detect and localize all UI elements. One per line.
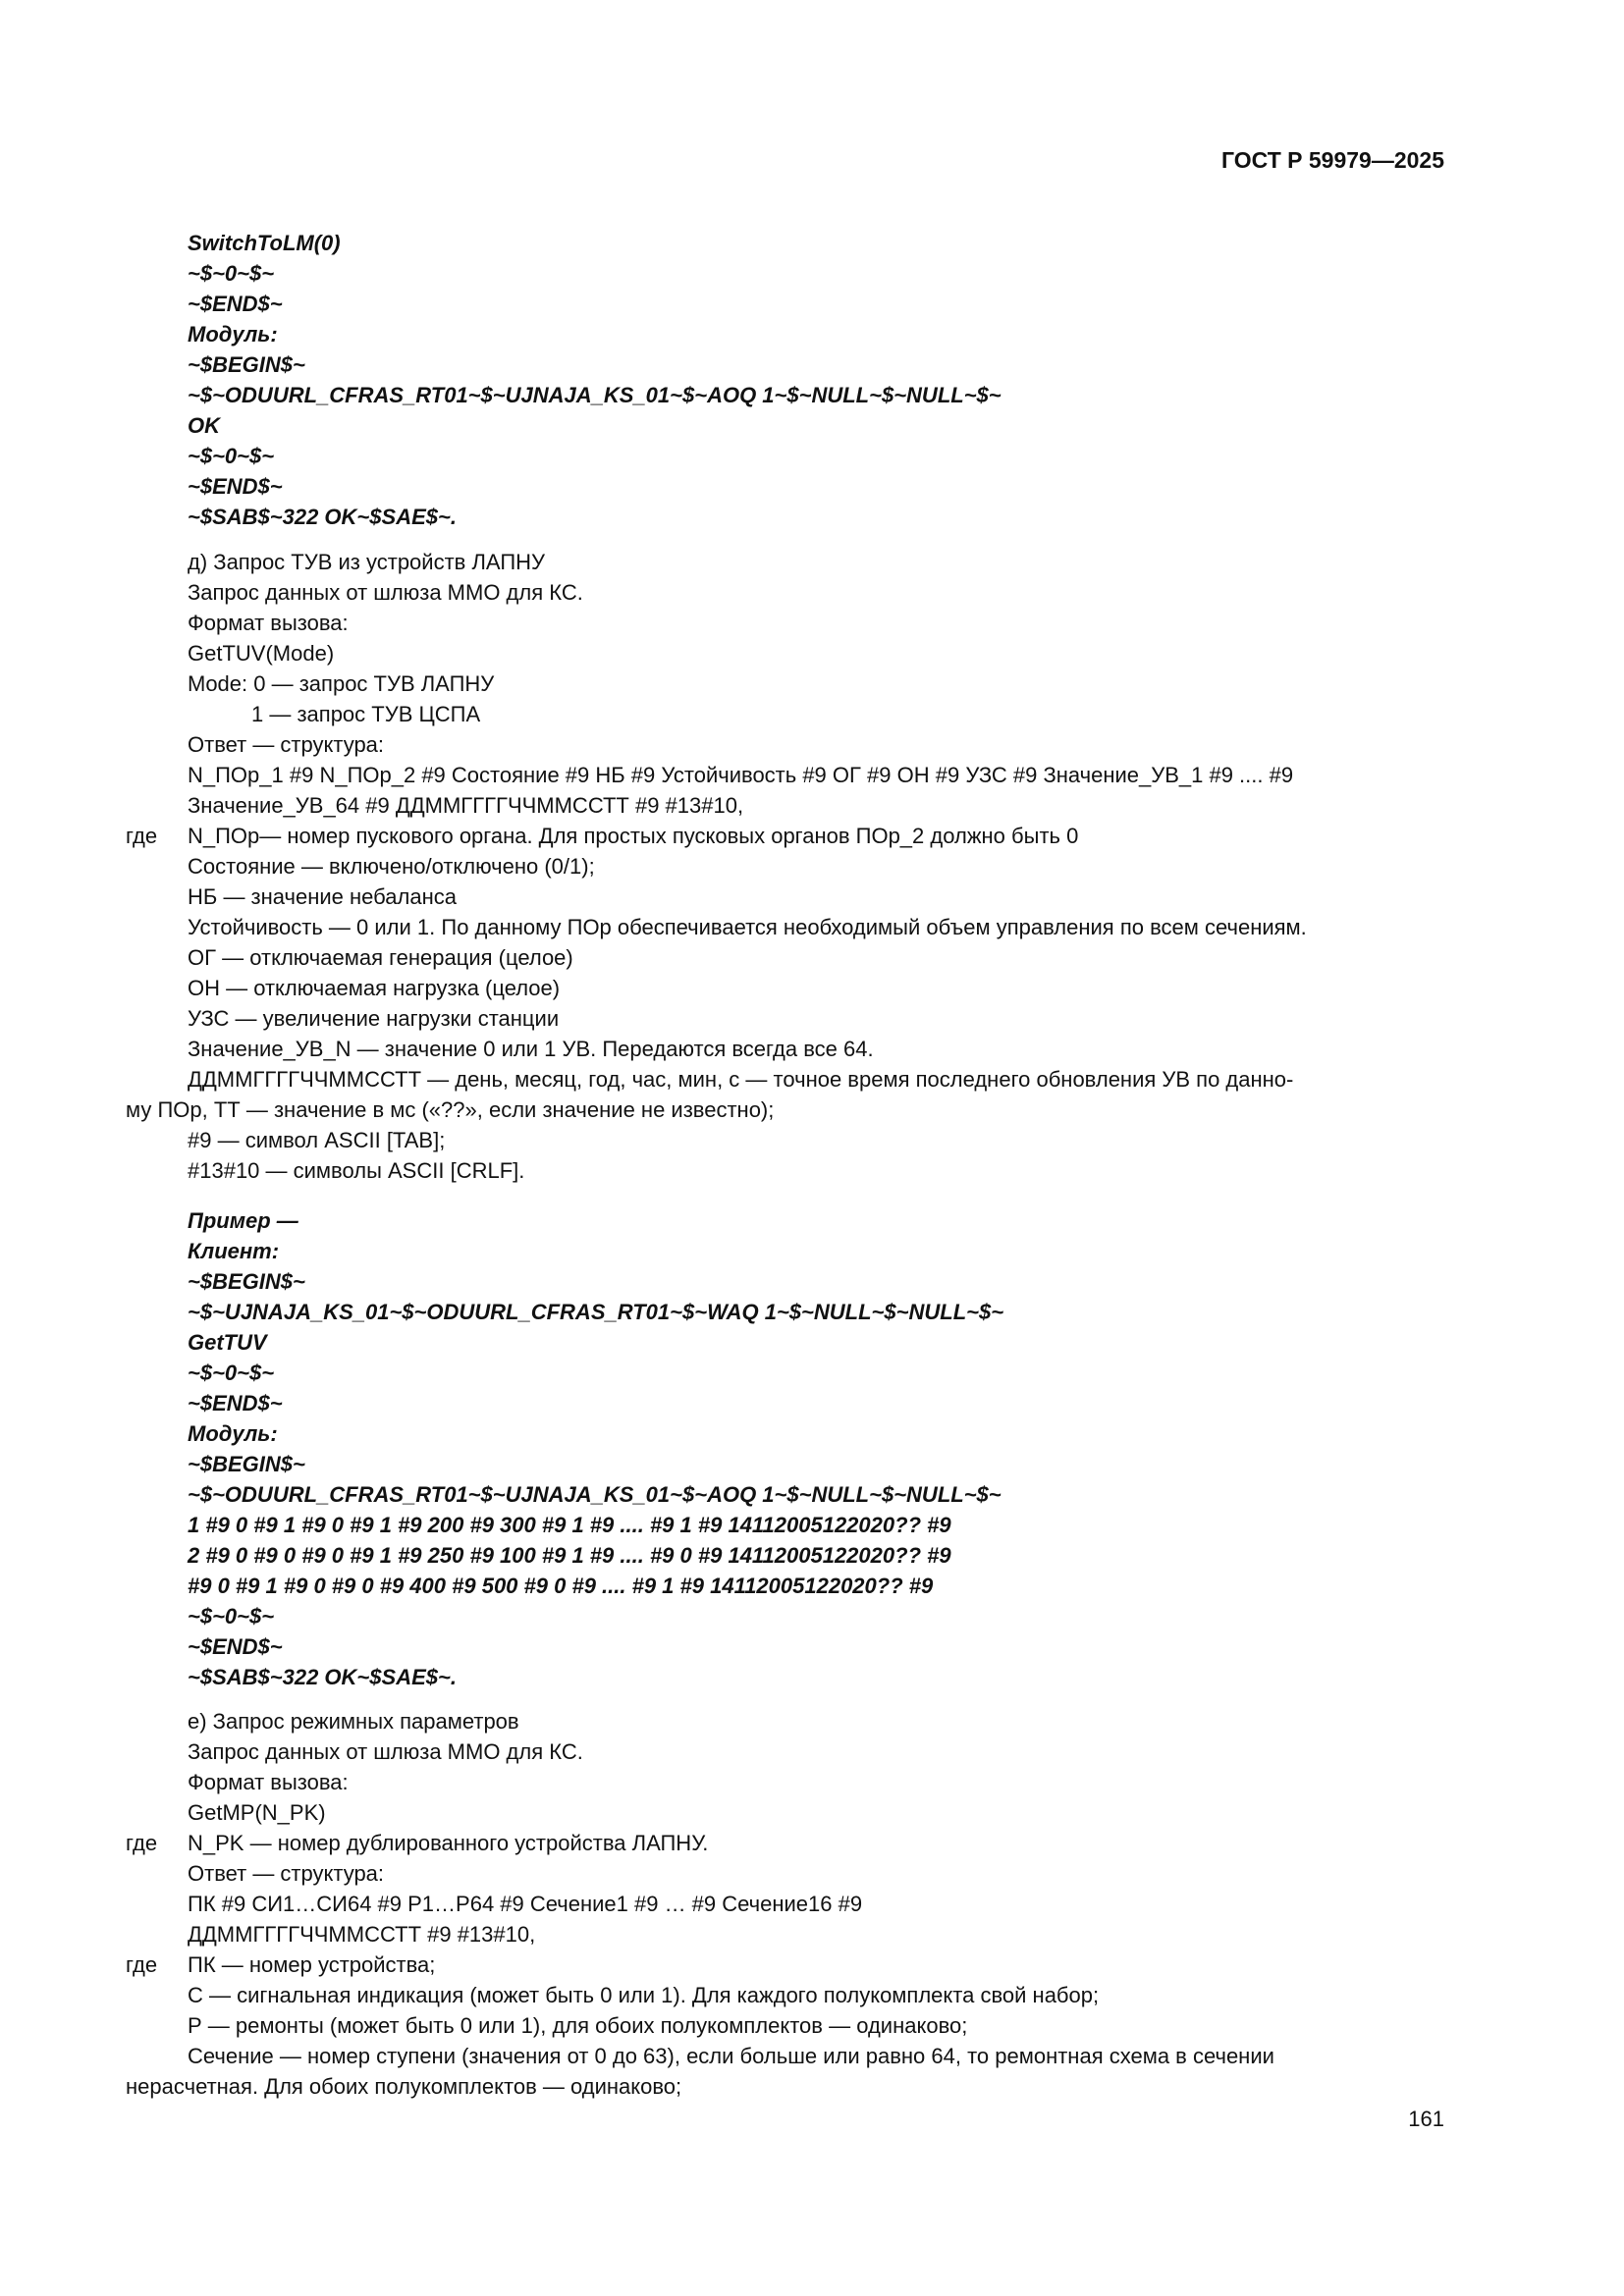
line-text: Ответ — структура: [188,732,385,757]
text-line [0,912,1624,942]
text-line [0,289,1624,319]
line-text: #13#10 — символы ASCII [CRLF]. [188,1158,525,1183]
line-text: GetTUV(Mode) [188,641,335,666]
line-text: OK [188,413,220,438]
text-line [0,1662,1624,1692]
text-line [0,1418,1624,1449]
line-text: Сечение — номер ступени (значения от 0 до 63), если больше или равно 64, то ремонтная схема в сечении [188,2044,1274,2068]
text-line [0,1980,1624,2010]
section-example-block-1 [0,228,1624,532]
text-line [0,1034,1624,1064]
text-line [0,1510,1624,1540]
text-line [0,1631,1624,1662]
text-line [0,608,1624,638]
line-text: N_ПОр_1 #9 N_ПОр_2 #9 Состояние #9 НБ #9 Устойчивость #9 ОГ #9 ОН #9 УЗС #9 Значение_УВ_1 #9 .... #9 [188,763,1294,787]
text-line [0,973,1624,1003]
text-line [0,349,1624,380]
text-line [0,821,1624,851]
line-text: С — сигнальная индикация (может быть 0 или 1). Для каждого полукомплекта свой набор; [188,1983,1100,2007]
text-line [0,729,1624,760]
text-line [0,502,1624,532]
line-text: SwitchToLM(0) [188,231,341,255]
line-text: ~$SAB$~322 OK~$SAE$~. [188,505,457,529]
line-text: ~$~0~$~ [188,1361,275,1385]
line-text: ~$~ODUURL_CFRAS_RT01~$~UJNAJA_KS_01~$~AOQ 1~$~NULL~$~NULL~$~ [188,1482,1001,1507]
line-text: #9 — символ ASCII [TAB]; [188,1128,446,1152]
line-text: Клиент: [188,1239,280,1263]
line-text: Модуль: [188,322,278,347]
text-line [0,1797,1624,1828]
margin-label: где [126,824,158,848]
text-line [0,441,1624,471]
line-text: Ответ — структура: [188,1861,385,1886]
text-line [0,319,1624,349]
line-text: ~$END$~ [188,292,283,316]
line-text: Устойчивость — 0 или 1. По данному ПОр обеспечивается необходимый объем управления по всем сечениям. [188,915,1307,939]
text-line [0,1095,1624,1125]
line-text: GetTUV [188,1330,267,1355]
line-text: ~$SAB$~322 OK~$SAE$~. [188,1665,457,1689]
line-text: ПК — номер устройства; [188,1952,436,1977]
text-line [0,699,1624,729]
text-line [0,1449,1624,1479]
line-text: д) Запрос ТУВ из устройств ЛАПНУ [188,550,545,574]
text-line [0,2041,1624,2071]
text-line [0,1327,1624,1358]
line-text: ПК #9 СИ1…СИ64 #9 Р1…Р64 #9 Сечение1 #9 … #9 Сечение16 #9 [188,1892,863,1916]
document-content [0,228,1624,2102]
text-line [0,1297,1624,1327]
text-line [0,851,1624,881]
line-text: #9 0 #9 1 #9 0 #9 0 #9 400 #9 500 #9 0 #9 .... #9 1 #9 14112005122020?? #9 [188,1574,934,1598]
line-text: ~$~0~$~ [188,444,275,468]
line-text: ~$END$~ [188,1391,283,1415]
text-line [0,1736,1624,1767]
line-text: Запрос данных от шлюза ММО для КС. [188,1739,583,1764]
line-text: Модуль: [188,1421,278,1446]
text-line [0,410,1624,441]
text-line [0,1949,1624,1980]
line-text: ~$~ODUURL_CFRAS_RT01~$~UJNAJA_KS_01~$~AOQ 1~$~NULL~$~NULL~$~ [188,383,1001,407]
text-line [0,1601,1624,1631]
text-line [0,1571,1624,1601]
line-text: Состояние — включено/отключено (0/1); [188,854,595,879]
margin-label: где [126,1952,158,1977]
text-line [0,1540,1624,1571]
text-line [0,1236,1624,1266]
text-line [0,258,1624,289]
text-line [0,760,1624,790]
text-line [0,1358,1624,1388]
line-text: Mode: 0 — запрос ТУВ ЛАПНУ [188,671,495,696]
text-line [0,1003,1624,1034]
line-text: ОН — отключаемая нагрузка (целое) [188,976,561,1000]
text-line [0,471,1624,502]
text-line [0,1767,1624,1797]
line-text: GetMP(N_PK) [188,1800,326,1825]
text-line [0,1706,1624,1736]
text-line [0,1919,1624,1949]
line-text: Пример — [188,1208,298,1233]
line-text: ~$END$~ [188,474,283,499]
line-text: Формат вызова: [188,611,349,635]
running-header: ГОСТ Р 59979—2025 [1221,147,1444,173]
line-text: му ПОр, ТТ — значение в мс («??», если значение не известно); [126,1097,775,1122]
section-example-block-2 [0,1205,1624,1692]
line-text: УЗС — увеличение нагрузки станции [188,1006,560,1031]
text-line [0,2071,1624,2102]
text-line [0,228,1624,258]
text-line [0,1889,1624,1919]
section-body-block-d [0,547,1624,1186]
text-line [0,1064,1624,1095]
text-line [0,577,1624,608]
line-text: Значение_УВ_N — значение 0 или 1 УВ. Передаются всегда все 64. [188,1037,874,1061]
text-line [0,1858,1624,1889]
text-line [0,1388,1624,1418]
line-text: ~$~0~$~ [188,261,275,286]
line-text: 1 — запрос ТУВ ЦСПА [251,702,481,726]
line-text: N_ПОр— номер пускового органа. Для простых пусковых органов ПОр_2 должно быть 0 [188,824,1079,848]
line-text: Значение_УВ_64 #9 ДДММГГГГЧЧММССТТ #9 #13#10, [188,793,744,818]
text-line [0,638,1624,668]
line-text: Формат вызова: [188,1770,349,1794]
text-line [0,1828,1624,1858]
line-text: ~$BEGIN$~ [188,352,305,377]
line-text: ДДММГГГГЧЧММССТТ — день, месяц, год, час, мин, с — точное время последнего обновления УВ по данно- [188,1067,1294,1092]
text-line [0,380,1624,410]
line-text: 1 #9 0 #9 1 #9 0 #9 1 #9 200 #9 300 #9 1 #9 .... #9 1 #9 14112005122020?? #9 [188,1513,951,1537]
text-line [0,2010,1624,2041]
text-line [0,1155,1624,1186]
text-line [0,881,1624,912]
text-line [0,1479,1624,1510]
text-line [0,1266,1624,1297]
line-text: нерасчетная. Для обоих полукомплектов — одинаково; [126,2074,682,2099]
line-text: ~$END$~ [188,1634,283,1659]
line-text: ~$~UJNAJA_KS_01~$~ODUURL_CFRAS_RT01~$~WAQ 1~$~NULL~$~NULL~$~ [188,1300,1004,1324]
line-text: 2 #9 0 #9 0 #9 0 #9 1 #9 250 #9 100 #9 1 #9 .... #9 0 #9 14112005122020?? #9 [188,1543,951,1568]
line-text: ~$BEGIN$~ [188,1269,305,1294]
section-body-block-e [0,1706,1624,2102]
text-line [0,942,1624,973]
margin-label: где [126,1831,158,1855]
line-text: НБ — значение небаланса [188,884,457,909]
line-text: ~$~0~$~ [188,1604,275,1629]
line-text: ДДММГГГГЧЧММССТТ #9 #13#10, [188,1922,536,1947]
text-line [0,668,1624,699]
line-text: N_PK — номер дублированного устройства ЛАПНУ. [188,1831,709,1855]
text-line [0,1205,1624,1236]
page-number: 161 [1408,2107,1444,2131]
line-text: Запрос данных от шлюза ММО для КС. [188,580,583,605]
line-text: Р — ремонты (может быть 0 или 1), для обоих полукомплектов — одинаково; [188,2013,968,2038]
line-text: е) Запрос режимных параметров [188,1709,519,1734]
text-line [0,547,1624,577]
line-text: ОГ — отключаемая генерация (целое) [188,945,573,970]
line-text: ~$BEGIN$~ [188,1452,305,1476]
text-line [0,1125,1624,1155]
text-line [0,790,1624,821]
